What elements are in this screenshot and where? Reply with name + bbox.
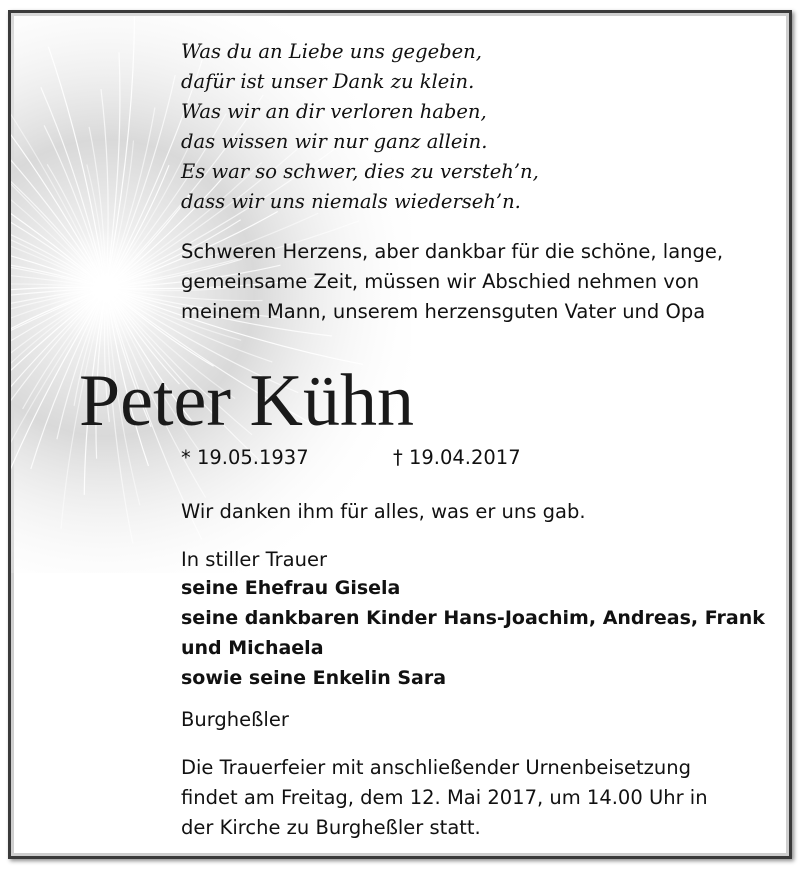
mourner-line: seine dankbaren Kinder Hans-Joachim, Andreas, Frank: [181, 607, 765, 629]
deceased-name: Peter Kühn: [79, 360, 414, 442]
mourner-line: sowie seine Enkelin Sara: [181, 667, 447, 689]
poem-line: dafür ist unser Dank zu klein.: [181, 70, 475, 93]
mourner-line: und Michaela: [181, 637, 324, 659]
poem-line: dass wir uns niemals wiederseh’n.: [181, 190, 521, 213]
death-date: † 19.04.2017: [393, 446, 521, 469]
poem-line: Was du an Liebe uns gegeben,: [181, 40, 482, 63]
farewell-intro: Schweren Herzens, aber dankbar für die schöne, lange, gemeinsame Zeit, müssen wir Abschied nehmen von meinem Mann, unserem herzensguten Vater und Opa: [181, 240, 724, 323]
memorial-poem: [181, 37, 539, 217]
poem-line: Es war so schwer, dies zu versteh’n,: [181, 160, 539, 183]
mourning-heading: In stiller Trauer: [181, 548, 327, 571]
place-name: Burgheßler: [181, 708, 289, 731]
poem-line: Was wir an dir verloren haben,: [181, 100, 487, 123]
mourners-list: [181, 573, 781, 693]
ceremony-notice: Die Trauerfeier mit anschließender Urnenbeisetzung findet am Freitag, dem 12. Mai 2017, um 14.00 Uhr in der Kirche zu Burgheßler statt.: [181, 756, 708, 839]
mourner-line: seine Ehefrau Gisela: [181, 577, 401, 599]
poem-line: das wissen wir nur ganz allein.: [181, 130, 488, 153]
birth-date: * 19.05.1937: [181, 446, 309, 469]
thanks-line: Wir danken ihm für alles, was er uns gab.: [181, 500, 586, 523]
obituary-card: [8, 10, 792, 859]
